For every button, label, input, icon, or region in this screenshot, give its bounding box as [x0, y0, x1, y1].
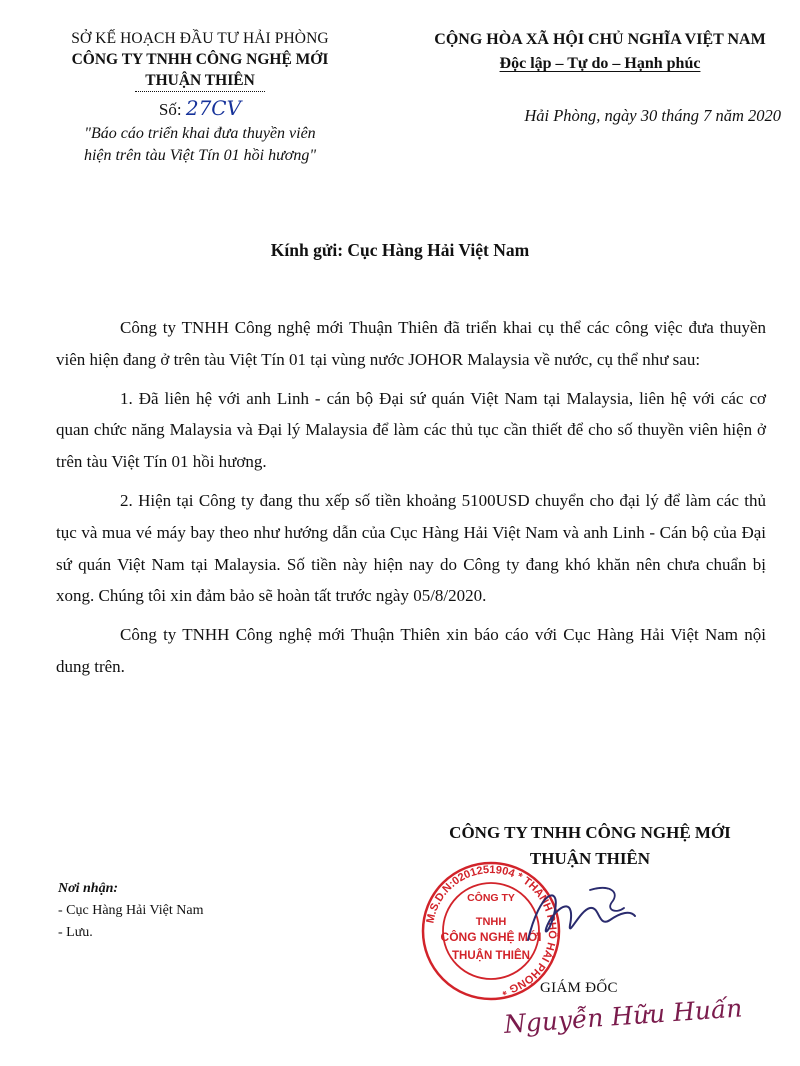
document-number — [30, 98, 370, 120]
issuer-header — [30, 28, 370, 167]
recipient-line: Kính gửi: Cục Hàng Hải Việt Nam — [270, 240, 530, 260]
nation-title: CỘNG HÒA XÃ HỘI CHỦ NGHĨA VIỆT NAM — [434, 31, 766, 48]
body-paragraph-item-2: 2. Hiện tại Công ty đang thu xếp số tiền khoảng 5100USD chuyển cho đại lý để làm các thủ tục và mua vé máy bay theo như hướng dẫn của Cục Hàng Hải Việt Nam và anh Linh - Cán bộ của Đại sứ quán Việt Nam tại Malaysia. Số tiền này hiện nay do Công ty đang khó khăn nên chưa chuẩn bị xong. Chúng tôi xin đảm bảo sẽ hoàn tất trước ngày 05/8/2020. — [56, 490, 766, 606]
body-paragraph-item-1: 1. Đã liên hệ với anh Linh - cán bộ Đại sứ quán Việt Nam tại Malaysia, liên hệ với các cơ quan chức năng Malaysia và Đại lý Malaysia để làm các thủ tục cần thiết để cho số thuyền viên hiện ở trên tàu Việt Tín 01 hồi hương. — [56, 388, 766, 472]
issuer-company-line2: THUẬN THIÊN — [145, 72, 255, 89]
signature-company-line1: CÔNG TY TNHH CÔNG NGHỆ MỚI — [449, 823, 731, 842]
national-header — [415, 28, 785, 128]
body-paragraph-intro: Công ty TNHH Công nghệ mới Thuận Thiên đã triển khai cụ thể các công việc đưa thuyền viên hiện đang ở trên tàu Việt Tín 01 tại vùng nước JOHOR Malaysia về nước, cụ thể như sau: — [56, 318, 766, 369]
seal-center-line4: THUẬN THIÊN — [452, 950, 530, 962]
recipients-label: Nơi nhận: — [58, 881, 119, 896]
body-paragraph-closing: Công ty TNHH Công nghệ mới Thuận Thiên xin báo cáo với Cục Hàng Hải Việt Nam nội dung trên. — [56, 625, 766, 676]
document-body — [56, 312, 766, 690]
seal-center-line1: CÔNG TY — [467, 892, 515, 904]
seal-center-line2: TNHH — [475, 916, 507, 928]
document-date: Hải Phòng, ngày 30 tháng 7 năm 2020 — [524, 106, 781, 125]
document-number-value: 27CV — [185, 96, 242, 120]
subject-line-2: hiện trên tàu Việt Tín 01 hồi hương" — [83, 147, 317, 164]
issuer-company-line1: CÔNG TY TNHH CÔNG NGHỆ MỚI — [71, 51, 329, 68]
national-motto: Độc lập – Tự do – Hạnh phúc — [499, 55, 701, 72]
document-subject — [30, 123, 370, 167]
seal-center-line3: CÔNG NGHỆ MỚI — [440, 930, 542, 944]
handwritten-signature-icon — [520, 880, 640, 950]
subject-line-1: "Báo cáo triển khai đưa thuyền viên — [84, 125, 316, 142]
issuer-authority: SỞ KẾ HOẠCH ĐẦU TƯ HẢI PHÒNG — [71, 30, 329, 47]
seal-ring-text: M.S.D.N:0201251904 * THÀNH PHỐ HẢI PHÒNG * — [424, 863, 559, 997]
recipients-list — [58, 878, 203, 944]
signer-position: GIÁM ĐỐC — [540, 980, 618, 996]
recipients-item: - Cục Hàng Hải Việt Nam — [58, 903, 204, 918]
document-number-label: Số: — [158, 100, 182, 119]
signer-name: Nguyễn Hữu Huấn — [502, 993, 744, 1039]
recipients-item: - Lưu. — [58, 925, 93, 940]
signature-company-line2: THUẬN THIÊN — [529, 849, 651, 868]
